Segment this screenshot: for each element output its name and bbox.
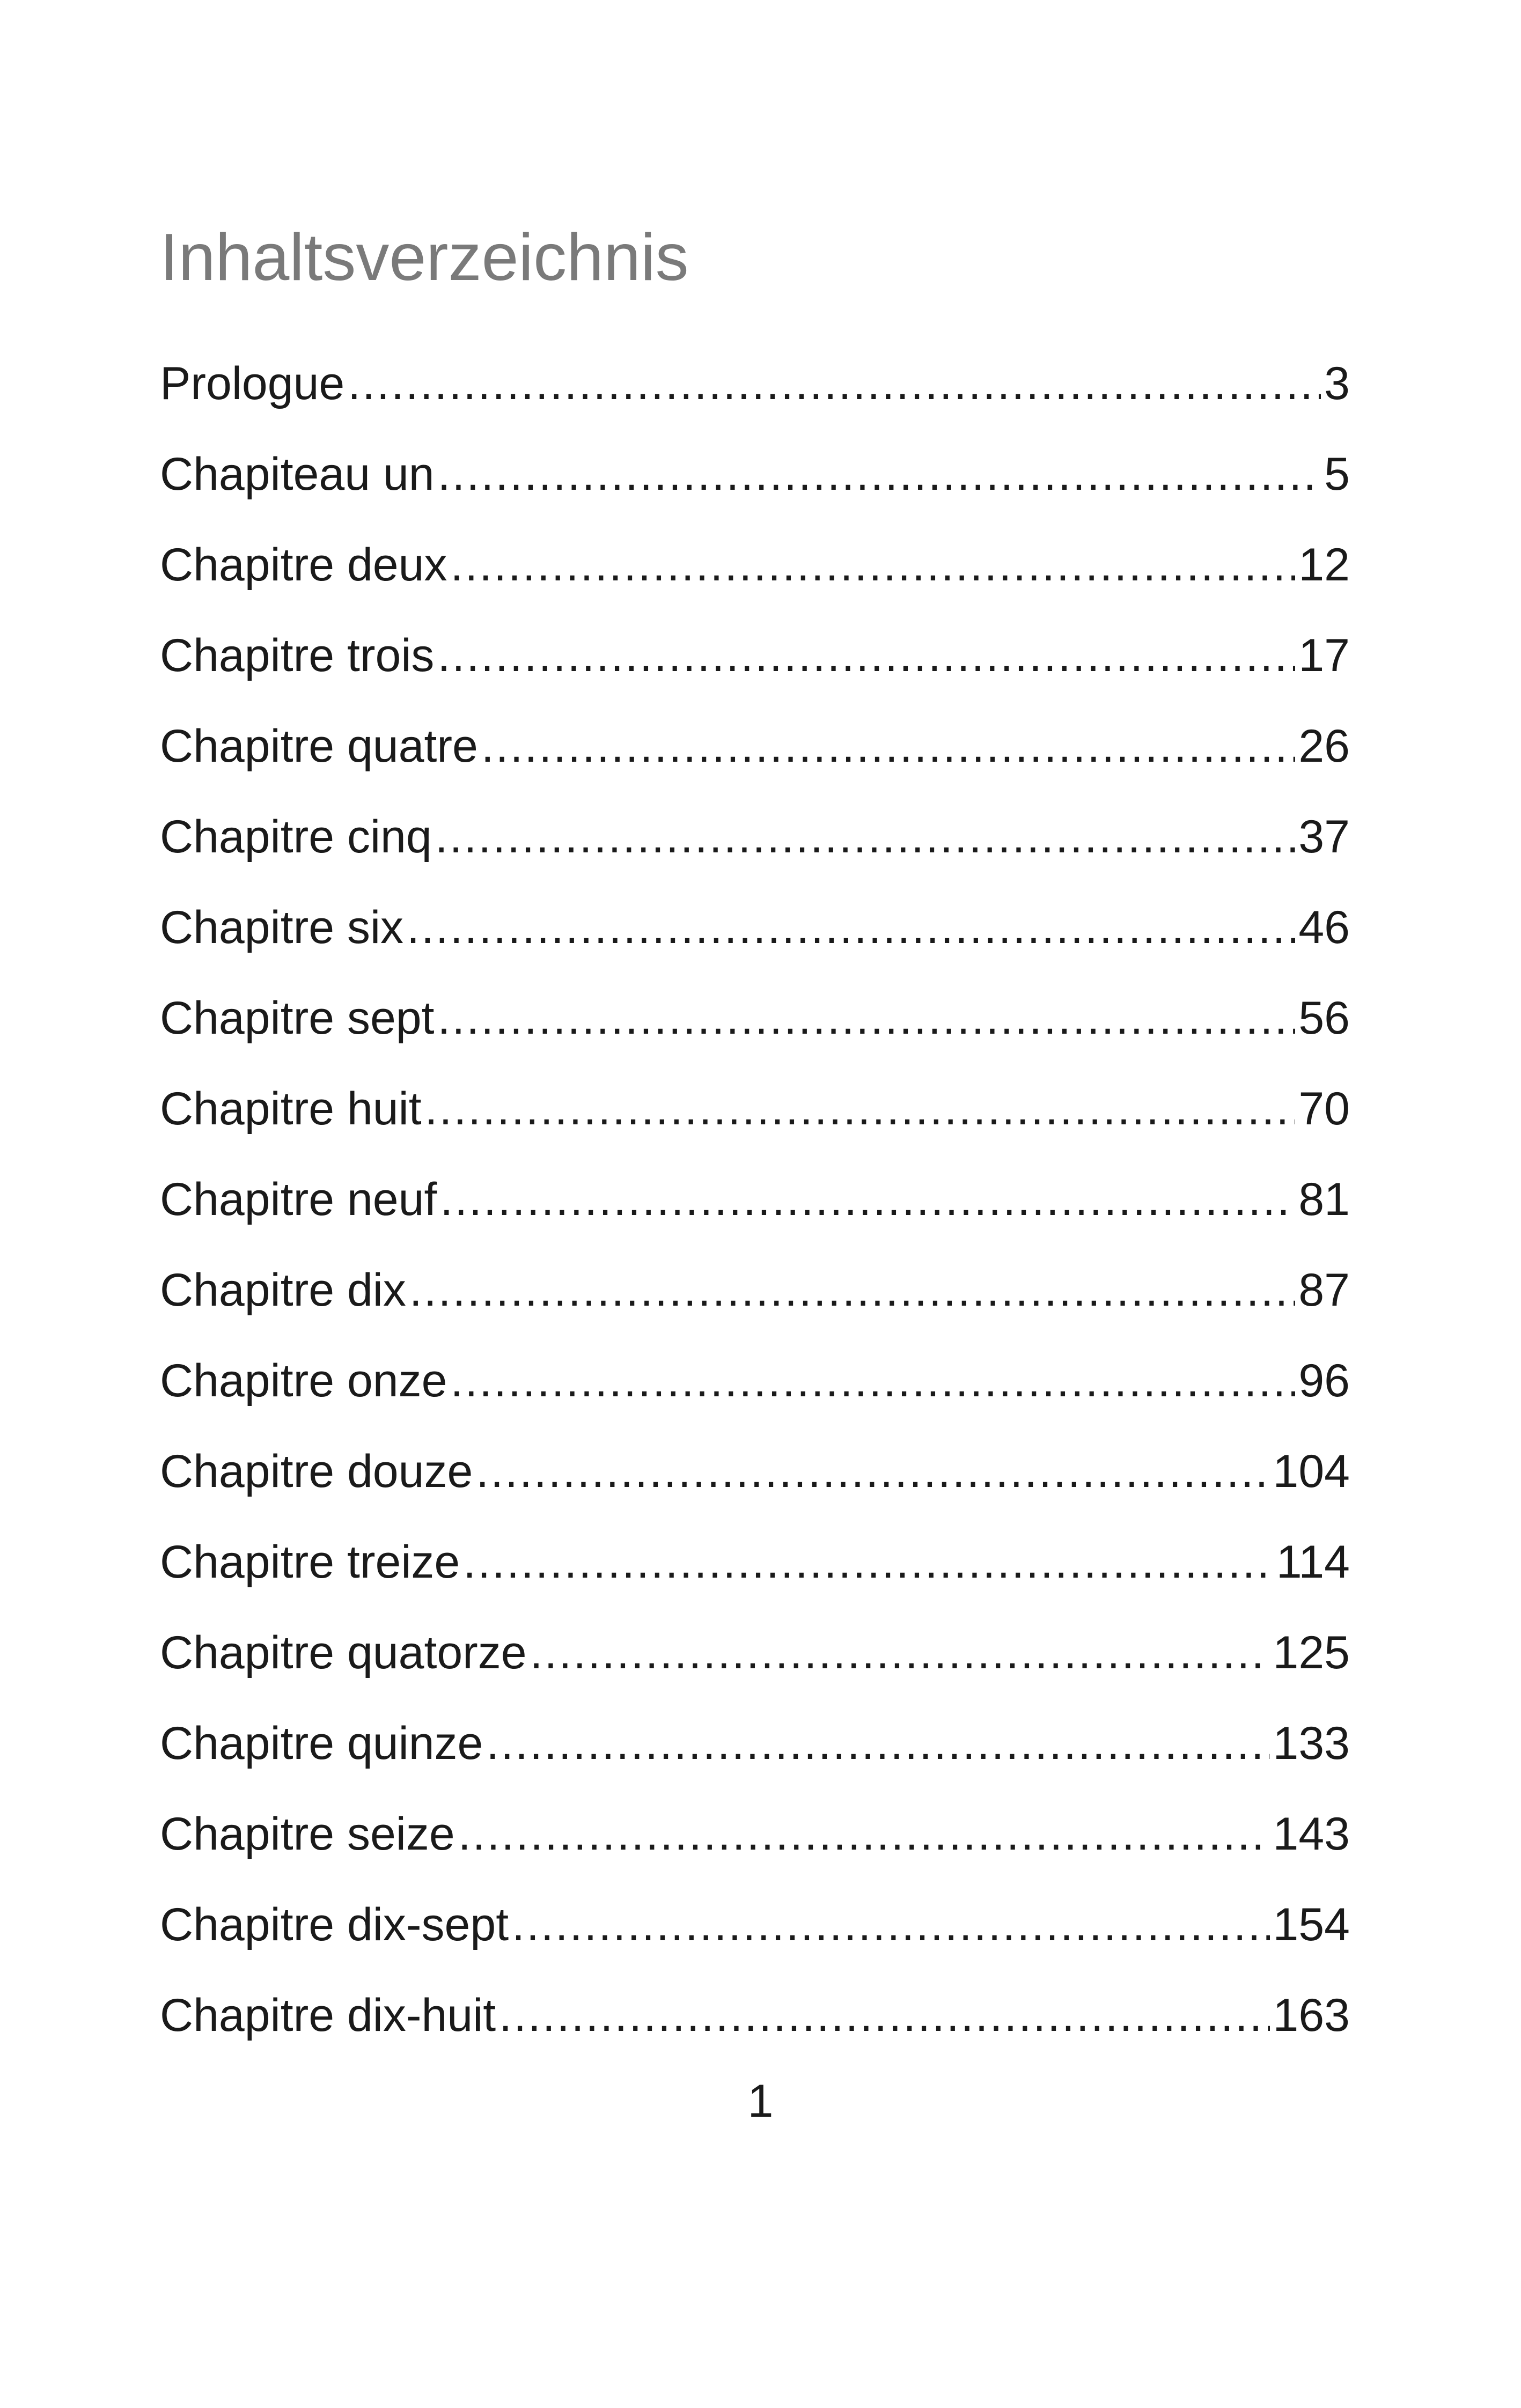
toc-entry-label: Chapitre dix-sept <box>160 1899 509 1950</box>
toc-entry-label: Chapitre huit <box>160 1083 422 1135</box>
toc-entry[interactable] <box>160 1895 1350 1986</box>
toc-entry-page: 104 <box>1273 1446 1350 1497</box>
toc-entry-page: 114 <box>1276 1536 1350 1588</box>
toc-entry-page: 154 <box>1273 1899 1350 1950</box>
toc-dot-leader <box>499 1986 1269 2045</box>
toc-entry-label: Chapitre cinq <box>160 811 432 863</box>
toc-dot-leader <box>438 445 1321 504</box>
toc-entry-label: Chapitre quatorze <box>160 1627 527 1678</box>
toc-dot-leader <box>481 717 1296 776</box>
toc-dot-leader <box>476 1442 1269 1501</box>
toc-entry-page: 70 <box>1298 1083 1350 1135</box>
toc-entry-label: Prologue <box>160 358 345 409</box>
toc-entry-label: Chapitre onze <box>160 1355 447 1406</box>
toc-entry[interactable] <box>160 898 1350 989</box>
toc-entry[interactable] <box>160 1623 1350 1714</box>
toc-entry-page: 56 <box>1298 992 1350 1044</box>
toc-entry[interactable] <box>160 989 1350 1079</box>
toc-dot-leader <box>450 1351 1295 1410</box>
toc-entry-label: Chapitre quatre <box>160 720 478 772</box>
toc-entry[interactable] <box>160 1170 1350 1261</box>
toc-entry-label: Chapitre seize <box>160 1808 455 1860</box>
toc-list <box>160 354 1350 2076</box>
toc-entry-page: 12 <box>1298 539 1350 591</box>
toc-entry-label: Chapitre sept <box>160 992 435 1044</box>
toc-dot-leader <box>530 1623 1270 1682</box>
toc-dot-leader <box>486 1714 1269 1773</box>
toc-entry-label: Chapitre dix <box>160 1264 406 1316</box>
toc-entry-label: Chapitre dix-huit <box>160 1990 496 2041</box>
toc-dot-leader <box>440 1170 1295 1229</box>
toc-entry[interactable] <box>160 807 1350 898</box>
toc-entry[interactable] <box>160 535 1350 626</box>
toc-entry[interactable] <box>160 1442 1350 1533</box>
toc-entry[interactable] <box>160 1714 1350 1805</box>
toc-entry-page: 96 <box>1298 1355 1350 1406</box>
toc-dot-leader <box>425 1079 1296 1138</box>
toc-entry-page: 17 <box>1298 630 1350 681</box>
toc-title: Inhaltsverzeichnis <box>160 220 689 294</box>
toc-dot-leader <box>435 807 1296 866</box>
toc-dot-leader <box>463 1533 1273 1592</box>
toc-entry-page: 125 <box>1273 1627 1350 1678</box>
toc-entry-page: 133 <box>1273 1718 1350 1769</box>
toc-entry-label: Chapitre deux <box>160 539 447 591</box>
toc-entry[interactable] <box>160 1261 1350 1351</box>
toc-entry[interactable] <box>160 1986 1350 2076</box>
toc-dot-leader <box>407 898 1295 957</box>
toc-entry-label: Chapitre trois <box>160 630 435 681</box>
toc-entry-label: Chapitre treize <box>160 1536 460 1588</box>
toc-entry[interactable] <box>160 1805 1350 1895</box>
toc-dot-leader <box>458 1805 1270 1864</box>
toc-entry-page: 5 <box>1324 448 1350 500</box>
toc-entry-label: Chapitre neuf <box>160 1174 437 1225</box>
page-number: 1 <box>747 2075 774 2127</box>
toc-entry-label: Chapiteau un <box>160 448 435 500</box>
toc-dot-leader <box>409 1261 1295 1320</box>
toc-entry[interactable] <box>160 1533 1350 1623</box>
toc-entry-label: Chapitre quinze <box>160 1718 483 1769</box>
toc-entry[interactable] <box>160 717 1350 807</box>
toc-entry-page: 81 <box>1298 1174 1350 1225</box>
toc-dot-leader <box>438 989 1296 1048</box>
toc-entry[interactable] <box>160 1351 1350 1442</box>
toc-dot-leader <box>437 626 1295 685</box>
toc-entry-label: Chapitre douze <box>160 1446 473 1497</box>
toc-entry-page: 37 <box>1298 811 1350 863</box>
toc-entry-page: 3 <box>1324 358 1350 409</box>
toc-entry-page: 87 <box>1298 1264 1350 1316</box>
toc-entry-label: Chapitre six <box>160 902 404 953</box>
toc-entry-page: 163 <box>1273 1990 1350 2041</box>
toc-entry[interactable] <box>160 445 1350 535</box>
toc-entry[interactable] <box>160 1079 1350 1170</box>
toc-entry-page: 143 <box>1273 1808 1350 1860</box>
toc-dot-leader <box>450 535 1295 594</box>
toc-entry-page: 46 <box>1298 902 1350 953</box>
toc-dot-leader <box>348 354 1321 413</box>
toc-dot-leader <box>512 1895 1269 1954</box>
toc-entry[interactable] <box>160 354 1350 445</box>
toc-entry[interactable] <box>160 626 1350 717</box>
toc-entry-page: 26 <box>1298 720 1350 772</box>
